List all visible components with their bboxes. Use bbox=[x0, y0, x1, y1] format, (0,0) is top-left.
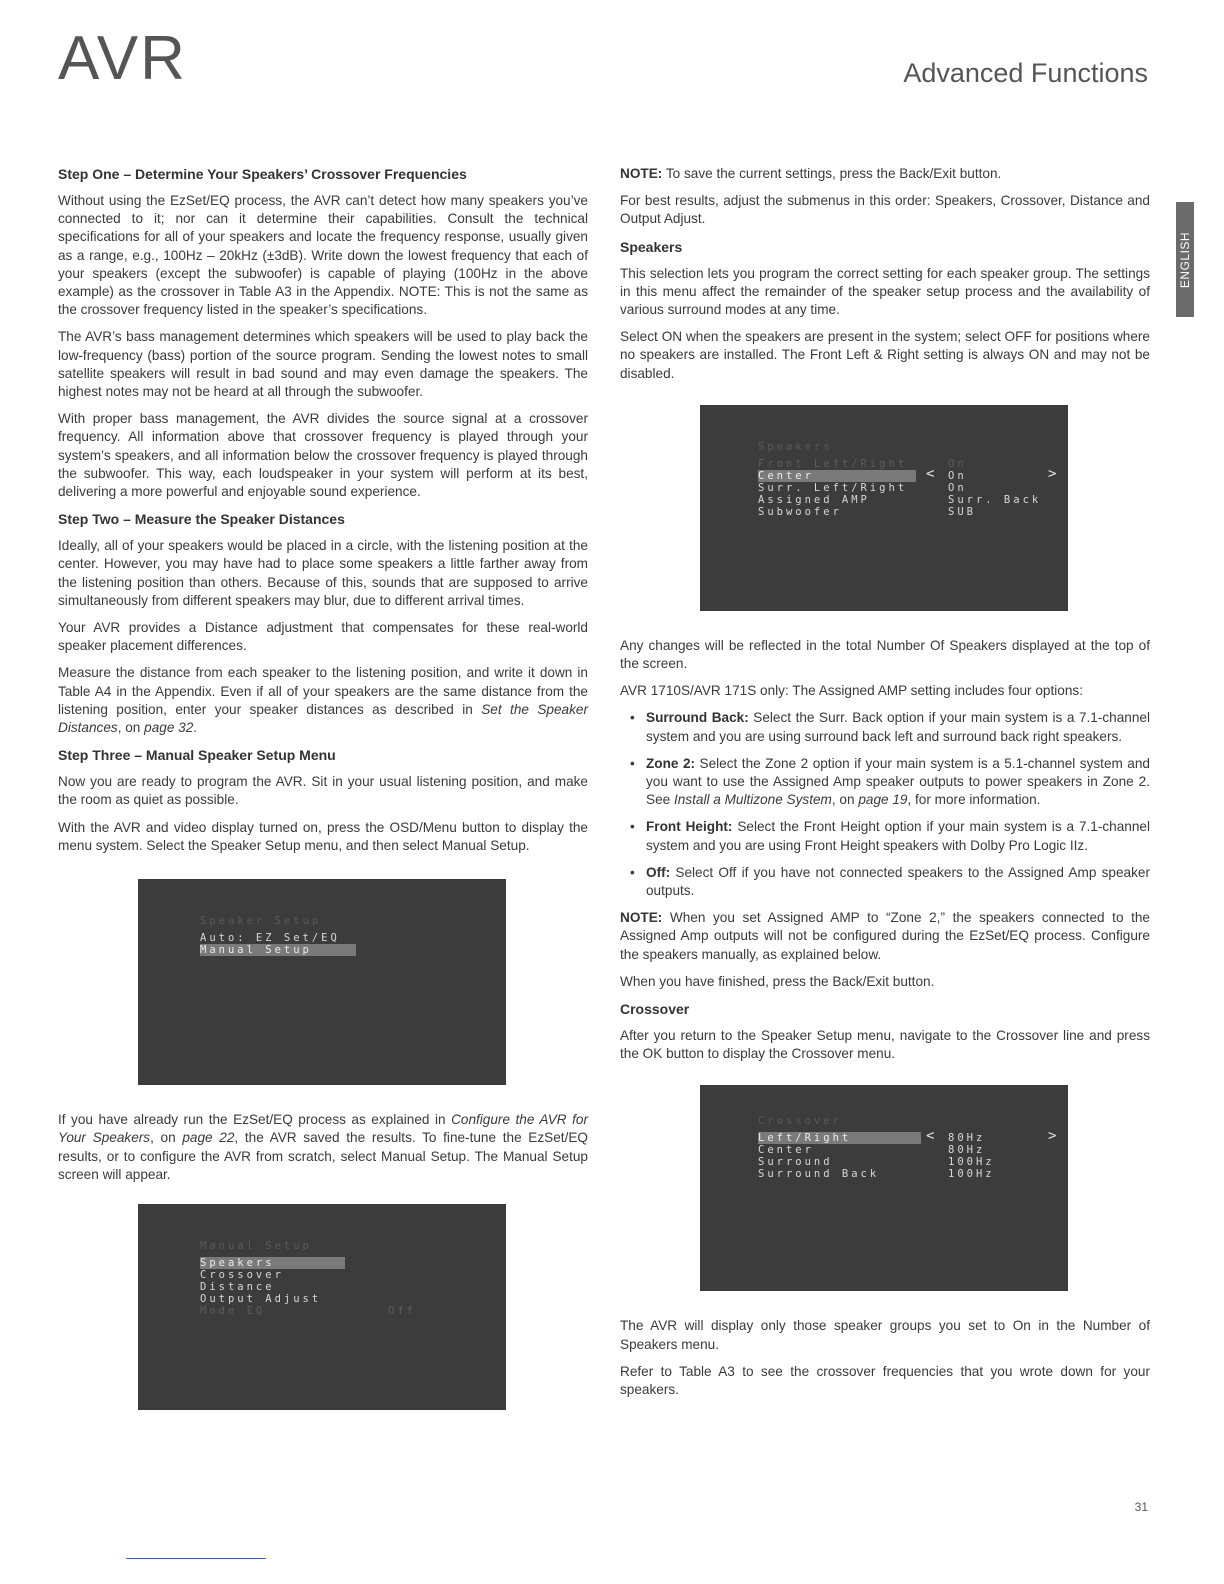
paragraph: Select ON when the speakers are present in the system; select OFF for positions where no speakers are installed. The Front Left & Right setting is always ON and may not be disabled. bbox=[620, 329, 1150, 381]
speakers-heading: Speakers bbox=[620, 238, 683, 255]
speaker-setup-screen bbox=[138, 879, 506, 1085]
language-tab-label: ENGLISH bbox=[1178, 231, 1192, 288]
paragraph: AVR 1710S/AVR 171S only: The Assigned AMP setting includes four options: bbox=[620, 683, 1083, 699]
arrow-left-icon: < bbox=[926, 465, 935, 482]
text: Select Off if you have not connected speakers to the Assigned Amp speaker outputs. bbox=[646, 864, 1150, 899]
manual-setup-screen bbox=[138, 1204, 506, 1410]
left-column bbox=[58, 165, 588, 1410]
page-reference: page 19 bbox=[858, 792, 908, 808]
list-item bbox=[646, 864, 1150, 900]
screen-title: Crossover bbox=[758, 1115, 842, 1128]
menu-item-auto-ezset: Auto: EZ Set/EQ bbox=[200, 932, 340, 945]
menu-item-output-adjust: Output Adjust bbox=[200, 1292, 322, 1305]
list-item bbox=[646, 709, 1150, 745]
screen-title: Speaker Setup bbox=[200, 915, 322, 928]
speaker-row-center: Center < On > bbox=[758, 465, 1057, 482]
paragraph: Ideally, all of your speakers would be placed in a circle, with the listening position at the center. However, you may have had to place some speakers a little farther away from the listening position than others. Because of this, sounds that are supposed to arrive simultaneously from different speakers may blur, due to different arrival times. bbox=[58, 538, 588, 608]
option-label: Front Height: bbox=[646, 819, 733, 835]
text: . bbox=[193, 720, 198, 736]
paragraph: With the AVR and video display turned on, press the OSD/Menu button to display the menu system. Select the Speaker Setup menu, and then select Manual Setup. bbox=[58, 819, 588, 853]
paragraph: Without using the EzSet/EQ process, the AVR can’t detect how many speakers you’ve connected to it; nor can it determine their capabilities. Consult the technical specifications for all of your speakers and locate the frequency response, usually given as a range, e.g., 100Hz – 20kHz (±3dB). Write down the lowest frequency that each of your speakers (except the subwoofer) is capable of playing (100Hz in the above example) as the crossover in Table A3 in the Appendix. NOTE: This is not the same as the crossover frequency listed in the speaker’s specifications. bbox=[58, 193, 588, 318]
note-label: NOTE: bbox=[620, 166, 663, 181]
menu-item-mode-eq: Mode EQ Off bbox=[200, 1304, 416, 1317]
crossover-row-left-right: Left/Right < 80Hz > bbox=[758, 1128, 1057, 1145]
paragraph: The AVR’s bass management determines which speakers will be used to play back the low-frequency (bass) portion of the source program. Sending the lowest notes to small satellite speakers will result in bad sound and may even damage the speakers. The highest notes may not be heard at all through the subwoofer. bbox=[58, 329, 588, 400]
menu-item-crossover: Crossover bbox=[200, 1268, 284, 1281]
text: , on bbox=[831, 792, 859, 808]
paragraph: Refer to Table A3 to see the crossover frequencies that you wrote down for your speakers. bbox=[620, 1363, 1150, 1398]
crossover-row-surround: Surround 100Hz bbox=[758, 1156, 995, 1169]
page-number: 31 bbox=[1134, 1500, 1148, 1514]
arrow-right-icon: > bbox=[1048, 1128, 1057, 1145]
crossover-heading: Crossover bbox=[620, 1001, 690, 1018]
paragraph: Now you are ready to program the AVR. Sit in your usual listening position, and make the room as quiet as possible. bbox=[58, 774, 588, 808]
arrow-right-icon: > bbox=[1048, 465, 1057, 482]
paragraph: When you have finished, press the Back/Exit button. bbox=[620, 973, 935, 989]
page-reference: page 22 bbox=[182, 1130, 235, 1146]
text: Measure the distance from each speaker to the listening position, and write it down in Table A4 in the Appendix. Even if all of your speakers are the same distance from the listening position, enter your speaker distances as described in bbox=[58, 665, 588, 717]
step-three-heading: Step Three – Manual Speaker Setup Menu bbox=[58, 747, 336, 764]
text: , the AVR saved the results. To fine-tune the EzSet/EQ results, or to configure the AVR from scratch, select Manual Setup. The Manual Setup screen will appear. bbox=[58, 1130, 588, 1182]
section-title: Advanced Functions bbox=[903, 58, 1148, 88]
note bbox=[620, 909, 1150, 964]
speaker-row-subwoofer: Subwoofer SUB bbox=[758, 505, 976, 518]
paragraph: Any changes will be reflected in the total Number Of Speakers displayed at the top of the screen. bbox=[620, 637, 1150, 672]
text: , for more information. bbox=[907, 792, 1041, 808]
crossover-row-surround-back: Surround Back 100Hz bbox=[758, 1168, 995, 1181]
arrow-left-icon: < bbox=[926, 1128, 935, 1145]
text: If you have already run the EzSet/EQ process as explained in bbox=[58, 1112, 452, 1128]
list-item bbox=[646, 755, 1150, 810]
paragraph: This selection lets you program the correct setting for each speaker group. The settings in this menu affect the remainder of the speaker setup process and the availability of various surround modes at any time. bbox=[620, 265, 1150, 318]
speaker-row-front: Front Left/Right On bbox=[758, 457, 967, 470]
note-label: NOTE: bbox=[620, 910, 663, 926]
crossover-screen bbox=[700, 1085, 1068, 1291]
text: , on bbox=[117, 720, 145, 736]
menu-item-distance: Distance bbox=[200, 1280, 275, 1293]
list-item bbox=[646, 818, 1150, 854]
paragraph: With proper bass management, the AVR divides the source signal at a crossover frequency. All information above that crossover frequency is played through your system’s speakers, and all information below the crossover frequency is played through the subwoofer. This way, each loudspeaker in your system will perform at its best, delivering a more powerful and enjoyable sound experience. bbox=[58, 411, 588, 500]
avr-logo: AVR bbox=[58, 24, 187, 93]
paragraph bbox=[58, 1111, 588, 1184]
right-column bbox=[620, 165, 1150, 1408]
option-label: Surround Back: bbox=[646, 710, 749, 726]
screen-title: Manual Setup bbox=[200, 1239, 312, 1252]
assigned-amp-options bbox=[620, 709, 1150, 900]
paragraph: The AVR will display only those speaker groups you set to On in the Number of Speakers menu. bbox=[620, 1318, 1150, 1352]
page-reference: page 32 bbox=[144, 720, 194, 736]
speaker-row-assigned-amp: Assigned AMP Surr. Back bbox=[758, 493, 1042, 506]
option-label: Zone 2: bbox=[646, 755, 696, 771]
paragraph: Your AVR provides a Distance adjustment that compensates for these real-world speaker placement differences. bbox=[58, 620, 588, 654]
text: Select the Zone 2 option if your main system is a 5.1-channel system and you want to use the Assigned Amp speaker outputs to power speakers in Zone 2. See bbox=[646, 755, 1150, 808]
paragraph bbox=[58, 664, 588, 737]
reference-link: Set the Speaker Distances bbox=[58, 701, 588, 736]
reference-link: Configure the AVR for Your Speakers bbox=[58, 1112, 588, 1146]
menu-item-manual-setup: Manual Setup bbox=[200, 944, 506, 956]
text: Select the Front Height option if your main system is a 7.1-channel system and you are using Front Height speakers with Dolby Pro Logic IIz. bbox=[646, 819, 1150, 853]
text: When you set Assigned AMP to “Zone 2,” the speakers connected to the Assigned Amp outputs will not be configured during the EzSet/EQ process. Configure the speakers manually, as explained below. bbox=[620, 910, 1150, 962]
note bbox=[620, 165, 1150, 183]
screen-title: Speakers bbox=[758, 440, 833, 453]
language-tab bbox=[1176, 202, 1194, 317]
crossover-row-center: Center 80Hz bbox=[758, 1144, 986, 1157]
step-one-heading: Step One – Determine Your Speakers’ Crossover Frequencies bbox=[58, 166, 467, 182]
reference-link: Install a Multizone System bbox=[673, 792, 832, 808]
speaker-row-surround: Surr. Left/Right On bbox=[758, 481, 967, 494]
menu-item-speakers: Speakers bbox=[200, 1257, 506, 1269]
text: To save the current settings, press the Back/Exit button. bbox=[662, 166, 1002, 181]
footer-rule bbox=[126, 1558, 266, 1559]
text: , on bbox=[150, 1130, 183, 1146]
paragraph: For best results, adjust the submenus in this order: Speakers, Crossover, Distance and Output Adjust. bbox=[620, 193, 1150, 227]
step-two-heading: Step Two – Measure the Speaker Distances bbox=[58, 511, 345, 528]
speakers-screen bbox=[700, 405, 1068, 611]
text: Select the Surr. Back option if your main system is a 7.1-channel system and you are using surround back left and surround back right speakers. bbox=[646, 710, 1150, 744]
option-label: Off: bbox=[646, 864, 671, 880]
paragraph: After you return to the Speaker Setup menu, navigate to the Crossover line and press the OK button to display the Crossover menu. bbox=[620, 1028, 1150, 1062]
